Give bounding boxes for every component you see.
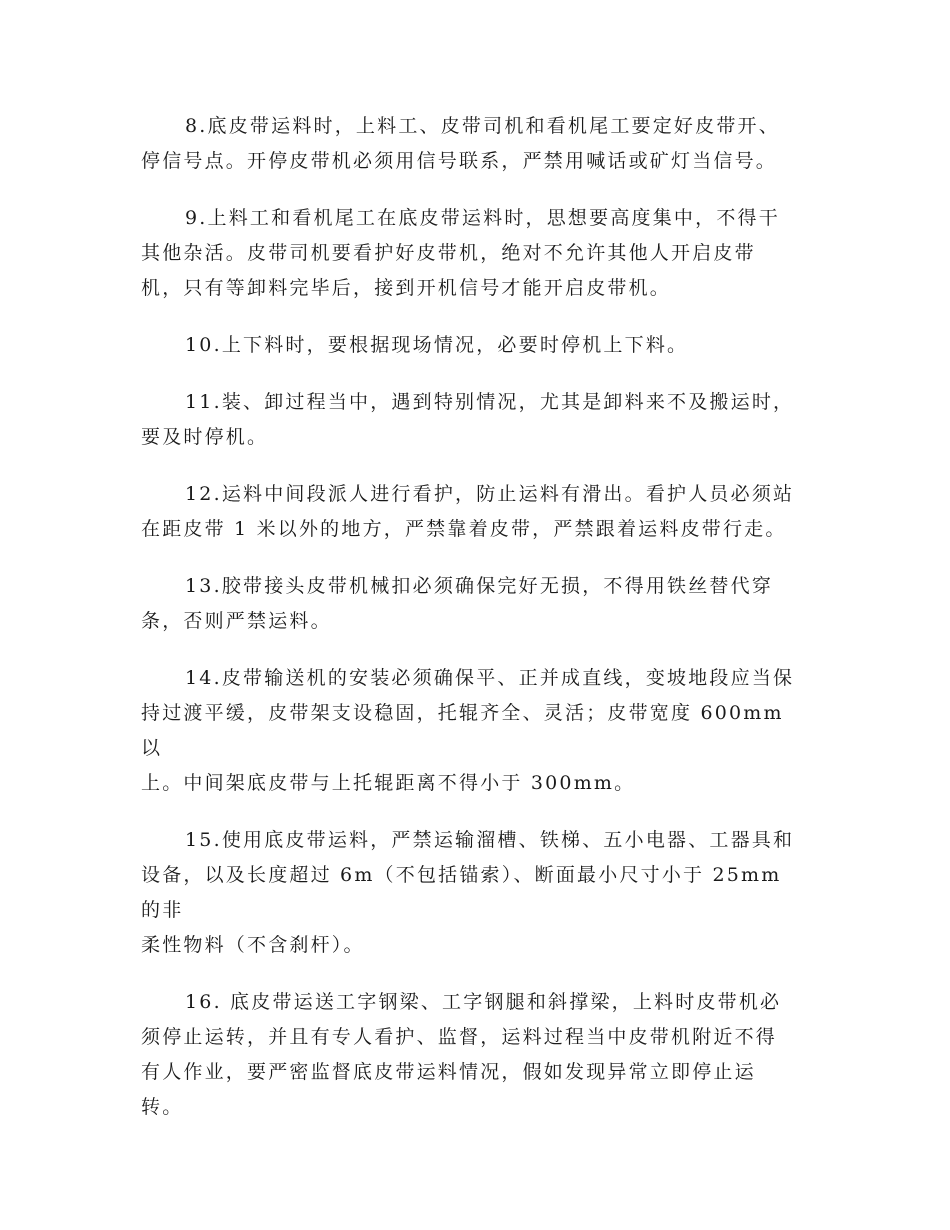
paragraph-12: 12.运料中间段派人进行看护，防止运料有滑出。看护人员必须站 在距皮带 1 米以外的地方，严禁靠着皮带，严禁跟着运料皮带行走。: [141, 483, 795, 540]
paragraph-8: 8.底皮带运料时，上料工、皮带司机和看机尾工要定好皮带开、 停信号点。开停皮带机必须用信号联系，严禁用喊话或矿灯当信号。: [141, 115, 780, 172]
paragraph-11: 11.装、卸过程当中，遇到特别情况，尤其是卸料来不及搬运时， 要及时停机。: [141, 391, 795, 448]
paragraph-9: 9.上料工和看机尾工在底皮带运料时，思想要高度集中，不得干 其他杂活。皮带司机要看护好皮带机，绝对不允许其他人开启皮带 机，只有等卸料完毕后，接到开机信号才能开启皮带机。: [141, 207, 780, 299]
paragraph-15: 15.使用底皮带运料，严禁运输溜槽、铁梯、五小电器、工器具和 设备，以及长度超过 6m（不包括锚索）、断面最小尺寸小于 25mm 的非 柔性物料（不含刹杆）。: [141, 829, 795, 956]
paragraph-13: 13.胶带接头皮带机械扣必须确保完好无损，不得用铁丝替代穿 条，否则严禁运料。: [141, 575, 774, 632]
document-body: [141, 109, 809, 1147]
paragraph-10: 10.上下料时，要根据现场情况，必要时停机上下料。: [185, 334, 689, 356]
paragraph-14: 14.皮带输送机的安装必须确保平、正并成直线，变坡地段应当保 持过渡平缓，皮带架支设稳固，托辊齐全、灵活；皮带宽度 600mm 以 上。中间架底皮带与上托辊距离不得小于 300mm。: [141, 667, 795, 794]
paragraph-16: 16. 底皮带运送工字钢梁、工字钢腿和斜撑梁，上料时皮带机必 须停止运转，并且有专人看护、监督，运料过程当中皮带机附近不得 有人作业，要严密监督底皮带运料情况，假如发现异常立即停止运 转。: [141, 991, 782, 1118]
